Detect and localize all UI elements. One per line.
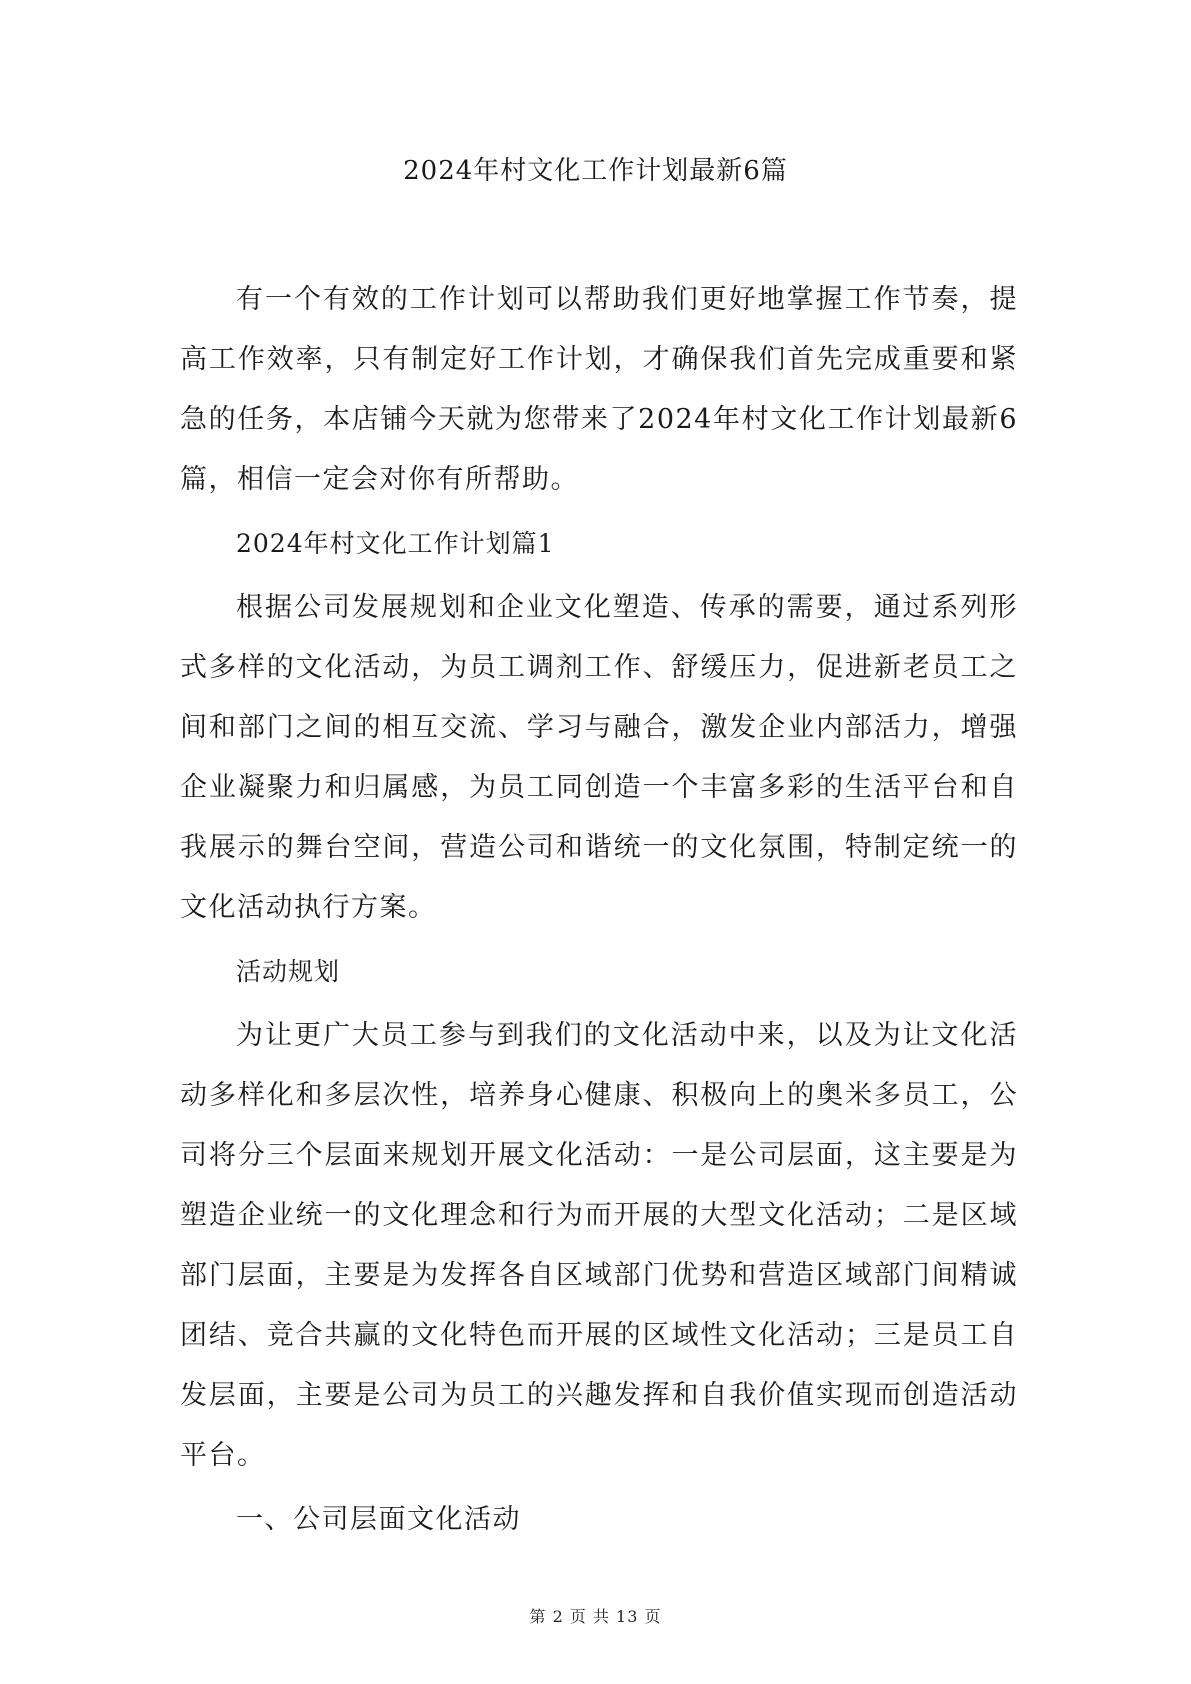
page-footer: 第 2 页 共 13 页 [529,1607,662,1626]
document-body [180,270,1018,1550]
section-heading: 一、公司层面文化活动 [236,1504,521,1535]
body-paragraph: 为让更广大员工参与到我们的文化活动中来，以及为让文化活动多样化和多层次性，培养身心健康、积极向上的奥米多员工，公司将分三个层面来规划开展文化活动：一是公司层面，这主要是为塑造企业统一的文化理念和行为而开展的大型文化活动；二是区域部门层面，主要是为发挥各自区域部门优势和营造区域部门间精诚团结、竞合共赢的文化特色而开展的区域性文化活动；三是员工自发层面，主要是公司为员工的兴趣发挥和自我价值实现而创造活动平台。 [180,1020,1018,1471]
intro-paragraph: 有一个有效的工作计划可以帮助我们更好地掌握工作节奏，提高工作效率，只有制定好工作计划，才确保我们首先完成重要和紧急的任务，本店铺今天就为您带来了2024年村文化工作计划最新6篇，相信一定会对你有所帮助。 [180,284,1018,495]
subheading-activity-plan: 活动规划 [236,957,341,986]
body-paragraph: 根据公司发展规划和企业文化塑造、传承的需要，通过系列形式多样的文化活动，为员工调剂工作、舒缓压力，促进新老员工之间和部门之间的相互交流、学习与融合，激发企业内部活力，增强企业凝聚力和归属感，为员工同创造一个丰富多彩的生活平台和自我展示的舞台空间，营造公司和谐统一的文化氛围，特制定统一的文化活动执行方案。 [180,592,1018,923]
subheading-part-1: 2024年村文化工作计划篇1 [236,529,555,558]
document-title: 2024年村文化工作计划最新6篇 [403,156,788,186]
